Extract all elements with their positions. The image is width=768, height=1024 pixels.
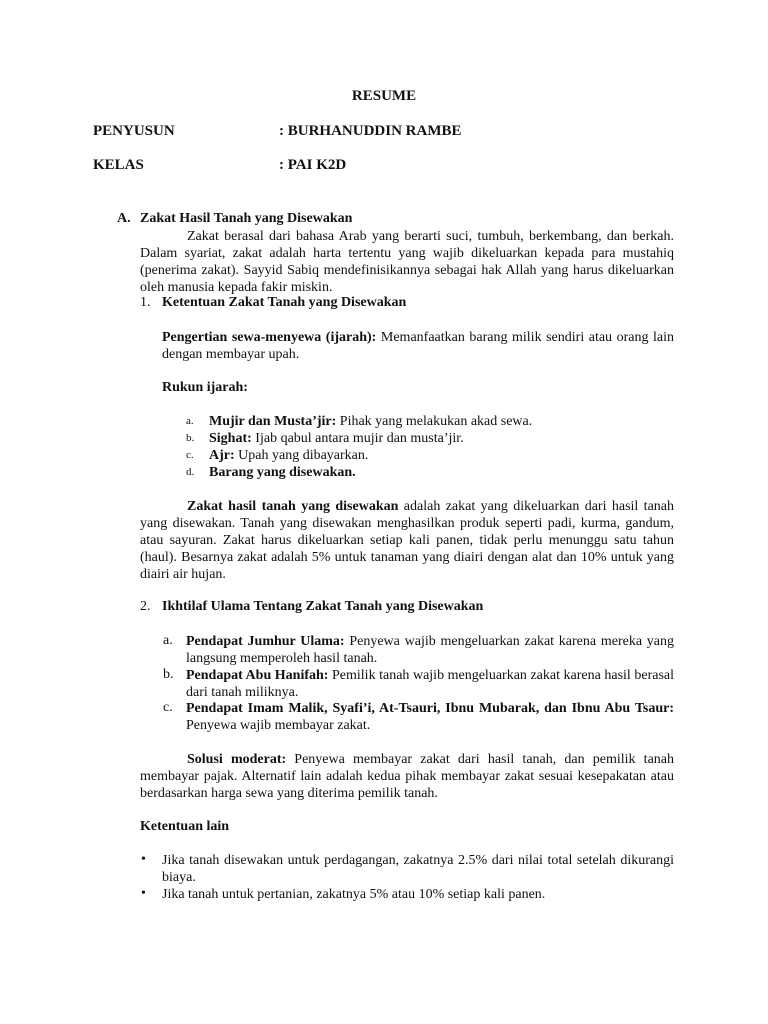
sub1-marker: 1. bbox=[140, 295, 151, 310]
rukun-item-term: Mujir dan Musta’jir: bbox=[209, 414, 337, 429]
solusi-paragraph bbox=[140, 751, 674, 802]
rukun-item bbox=[209, 413, 679, 430]
kelas-label: KELAS bbox=[93, 157, 144, 173]
ketentuan-lain-heading: Ketentuan lain bbox=[140, 819, 230, 834]
section-a-intro: Zakat berasal dari bahasa Arab yang berarti suci, tumbuh, berkembang, dan berkah. Dalam syariat, zakat adalah harta tertentu yang wajib dikeluarkan kepada para mustahiq (penerima zakat). Sayyid Sabiq mendefinisikannya sebagai hak Allah yang harus dikeluarkan oleh manusia kepada fakir miskin. bbox=[140, 229, 674, 295]
opinion-term: Pendapat Imam Malik, Syafi’i, At-Tsauri, Ibnu Mubarak, dan Ibnu Abu Tsaur: bbox=[186, 701, 674, 716]
rukun-marker: c. bbox=[186, 449, 194, 461]
kelas-value: : PAI K2D bbox=[279, 157, 347, 173]
rukun-marker: a. bbox=[186, 415, 194, 427]
sub2-heading: Ikhtilaf Ulama Tentang Zakat Tanah yang Disewakan bbox=[162, 599, 484, 614]
rukun-item-text: Upah yang dibayarkan. bbox=[234, 448, 369, 463]
bullet-icon: • bbox=[141, 852, 146, 867]
rukun-marker: b. bbox=[186, 432, 195, 444]
ijarah-definition-text: Memanfaatkan barang milik sendiri atau orang lain dengan membayar upah. bbox=[162, 330, 674, 362]
penyusun-label: PENYUSUN bbox=[93, 123, 175, 139]
document-title: RESUME bbox=[351, 88, 417, 104]
bullet-icon: • bbox=[141, 886, 146, 901]
opinion-text: Penyewa wajib mengeluarkan zakat karena mereka yang langsung memperoleh hasil tanah. bbox=[186, 634, 675, 666]
opinion-marker: c. bbox=[163, 700, 173, 715]
zakat-tanah-text: adalah zakat yang dikeluarkan dari hasil tanah yang disewakan. Tanah yang disewakan menghasilkan produk seperti padi, kurma, gandum, atau sayuran. Zakat harus dikeluarkan setiap kali panen, tidak perlu menunggu satu tahun (haul). Besarnya zakat adalah 5% untuk tanaman yang diairi dengan alat dan 10% untuk yang diairi air hujan. bbox=[140, 499, 675, 582]
opinion-text: Penyewa wajib membayar zakat. bbox=[186, 718, 371, 733]
opinion-marker: b. bbox=[163, 667, 174, 682]
ijarah-definition-term: Pengertian sewa-menyewa (ijarah): bbox=[162, 330, 377, 345]
rukun-marker: d. bbox=[186, 466, 195, 478]
ketentuan-lain-item: Jika tanah untuk pertanian, zakatnya 5% atau 10% setiap kali panen. bbox=[162, 887, 546, 902]
solusi-text: Penyewa membayar zakat dari hasil tanah, dan pemilik tanah membayar pajak. Alternatif lain adalah kedua pihak membayar zakat sesuai kesepakatan atau berdasarkan harga sewa yang diterima pemilik tanah. bbox=[140, 752, 675, 801]
rukun-item-term: Barang yang disewakan. bbox=[209, 465, 356, 480]
rukun-item bbox=[209, 430, 679, 447]
ketentuan-lain-item: Jika tanah disewakan untuk perdagangan, zakatnya 2.5% dari nilai total setelah dikurangi biaya. bbox=[162, 853, 674, 885]
opinion-term: Pendapat Jumhur Ulama: bbox=[186, 634, 345, 649]
rukun-item-text: Ijab qabul antara mujir dan musta’jir. bbox=[251, 431, 464, 446]
sub2-marker: 2. bbox=[140, 599, 151, 614]
solusi-term: Solusi moderat: bbox=[187, 752, 287, 767]
section-a-heading: Zakat Hasil Tanah yang Disewakan bbox=[140, 211, 353, 226]
zakat-tanah-paragraph bbox=[140, 498, 674, 583]
ijarah-definition bbox=[162, 329, 674, 363]
opinion-term: Pendapat Abu Hanifah: bbox=[186, 668, 329, 683]
opinion-item bbox=[186, 667, 674, 701]
opinion-text: Pemilik tanah wajib mengeluarkan zakat karena hasil berasal dari tanah miliknya. bbox=[186, 668, 675, 700]
zakat-tanah-term: Zakat hasil tanah yang disewakan bbox=[187, 499, 399, 514]
rukun-item-term: Ajr: bbox=[209, 448, 235, 463]
opinion-item bbox=[186, 633, 674, 667]
section-a-marker: A. bbox=[117, 211, 131, 226]
rukun-heading: Rukun ijarah: bbox=[162, 380, 248, 395]
penyusun-value: : BURHANUDDIN RAMBE bbox=[279, 123, 462, 139]
opinion-marker: a. bbox=[163, 633, 173, 648]
rukun-item bbox=[209, 447, 679, 464]
opinion-item bbox=[186, 700, 674, 734]
rukun-item-term: Sighat: bbox=[209, 431, 252, 446]
rukun-item bbox=[209, 464, 679, 481]
rukun-item-text: Pihak yang melakukan akad sewa. bbox=[336, 414, 533, 429]
sub1-heading: Ketentuan Zakat Tanah yang Disewakan bbox=[162, 295, 407, 310]
